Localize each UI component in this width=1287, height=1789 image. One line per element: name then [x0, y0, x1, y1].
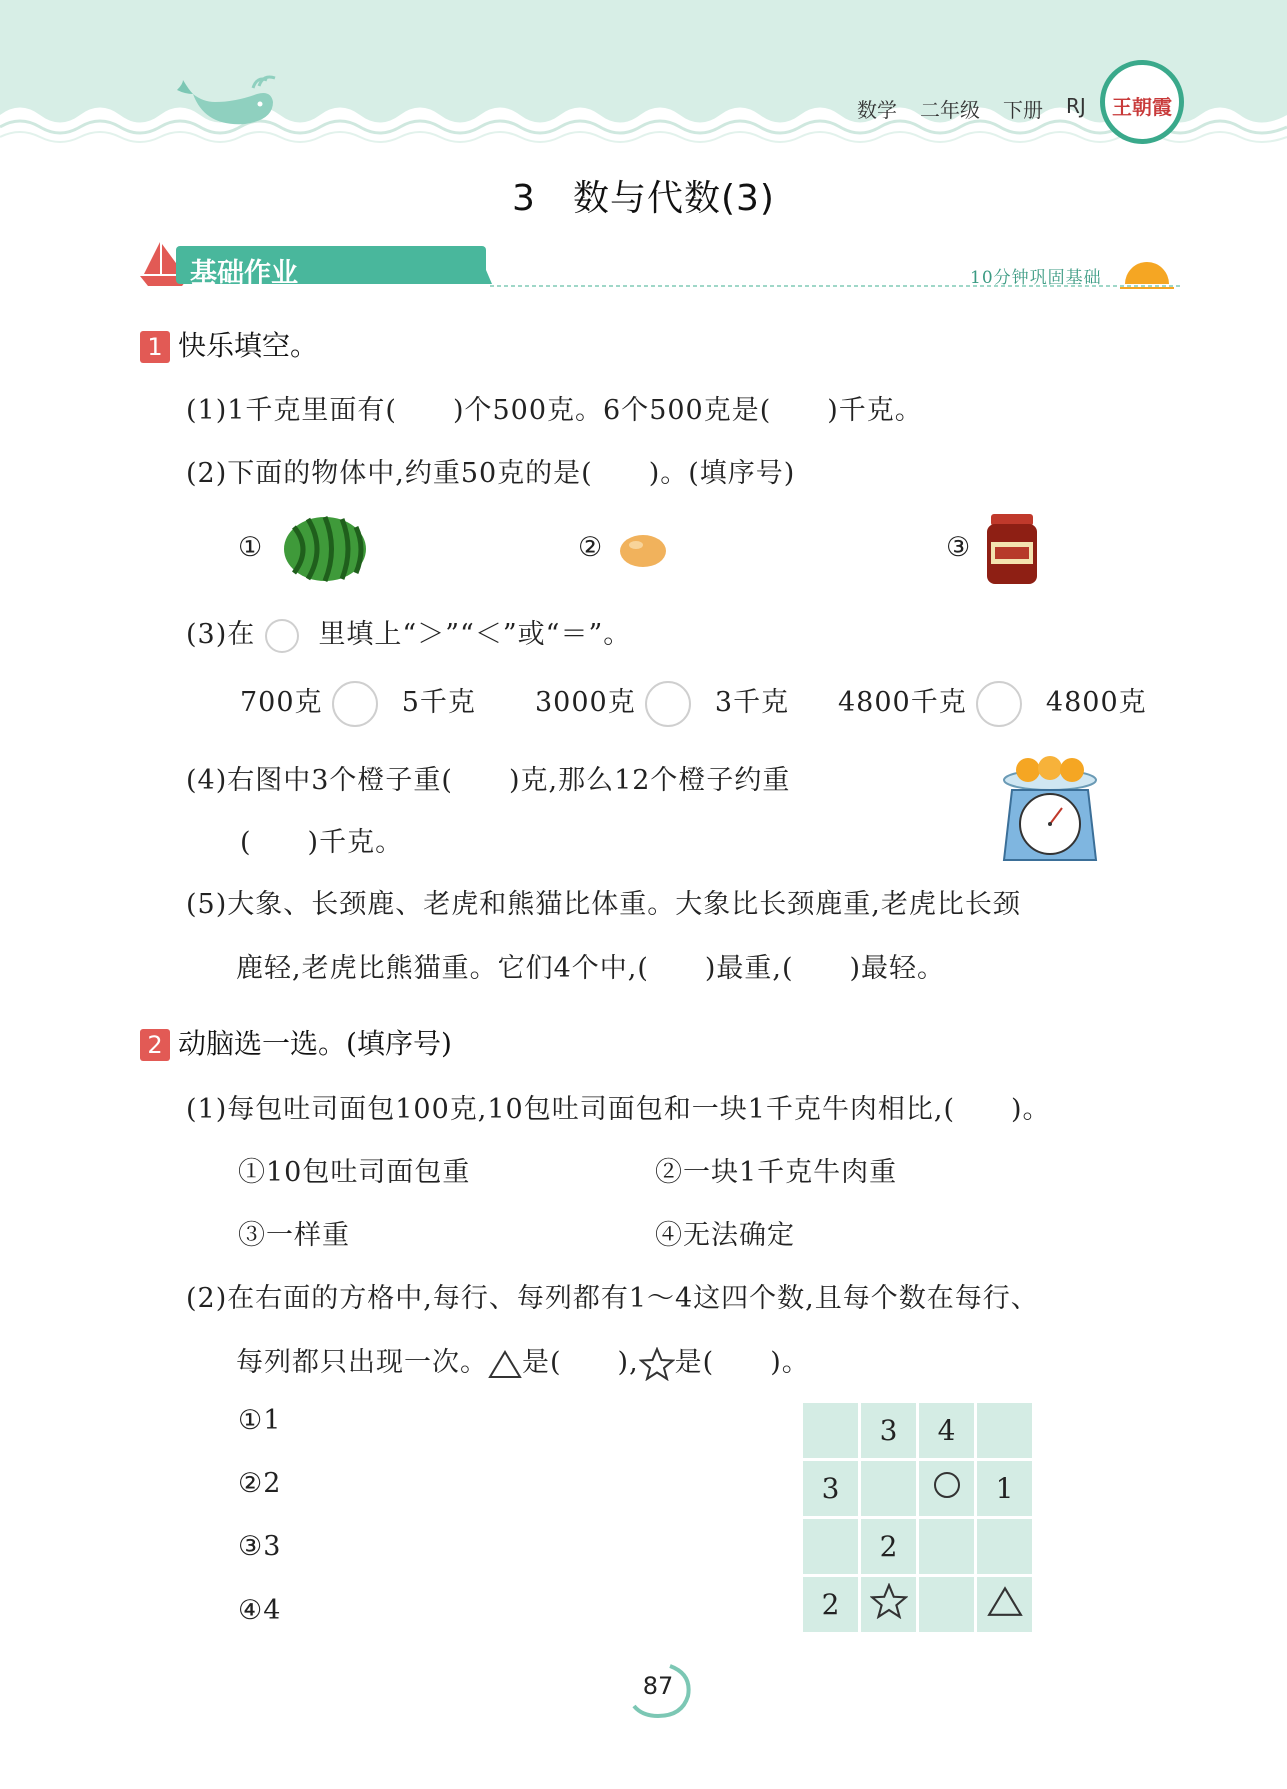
q1-part5-line1: (5)大象、长颈鹿、老虎和熊猫比体重。大象比长颈鹿重,老虎比长颈 — [186, 889, 1021, 920]
whale-icon — [175, 72, 280, 132]
grid-cell-triangle — [977, 1577, 1032, 1632]
q1-number: 1 — [140, 331, 170, 363]
q2-p2-option-4: ④4 — [238, 1595, 282, 1626]
star-icon — [870, 1583, 908, 1619]
page-title: 3 数与代数(3) — [512, 178, 775, 219]
q2-p1-option-1: ①10包吐司面包重 — [238, 1157, 471, 1188]
q1-part5-line2: 鹿轻,老虎比熊猫重。它们4个中,( )最重,( )最轻。 — [236, 953, 946, 984]
grid-row — [803, 1577, 1032, 1632]
compare-circle-icon — [265, 619, 299, 653]
q1-part4-line2: ( )千克。 — [240, 827, 404, 858]
q2-p1-option-2: ②一块1千克牛肉重 — [655, 1157, 898, 1188]
header-volume: 下册 — [1003, 98, 1043, 122]
section-time-note: 10分钟巩固基础 — [970, 268, 1102, 288]
q2-part1: (1)每包吐司面包100克,10包吐司面包和一块1千克牛肉相比,( )。 — [186, 1094, 1051, 1125]
q1-part3-instruction — [186, 612, 631, 653]
sudoku-grid — [800, 1400, 1035, 1635]
q1-p2-option-2: ② — [578, 532, 603, 563]
grid-cell: 4 — [919, 1403, 974, 1458]
grid-cell — [861, 1461, 916, 1516]
grid-cell-circle — [919, 1461, 974, 1516]
q1-p3-item-3 — [838, 680, 1147, 727]
grid-cell — [919, 1577, 974, 1632]
q1-part4-line1: (4)右图中3个橙子重( )克,那么12个橙子约重 — [186, 765, 791, 796]
logo-text: 王朝霞 — [1112, 95, 1172, 119]
page-number: 87 — [642, 1672, 674, 1700]
q2-heading — [140, 1022, 452, 1062]
watermelon-icon — [282, 515, 368, 583]
q1-p2-option-1: ① — [238, 532, 263, 563]
header-edition: RJ — [1066, 94, 1086, 118]
section-label: 基础作业 — [190, 258, 298, 289]
q1-heading — [140, 324, 318, 364]
q2-p2-text-c: 是( )。 — [674, 1347, 810, 1378]
jar-icon — [985, 512, 1039, 586]
header-subject: 数学 — [857, 98, 897, 122]
header-grade: 二年级 — [920, 98, 980, 122]
grid-cell — [977, 1403, 1032, 1458]
q1-p3-answer-circle-1[interactable] — [332, 681, 378, 727]
q2-heading-text: 动脑选一选。 — [178, 1027, 347, 1060]
grid-cell: 2 — [803, 1577, 858, 1632]
grid-cell — [977, 1519, 1032, 1574]
grid-cell: 3 — [861, 1403, 916, 1458]
q1-p3-answer-circle-3[interactable] — [976, 681, 1022, 727]
q2-number: 2 — [140, 1029, 170, 1061]
q1-p3-item-1-left: 700克 — [240, 687, 323, 718]
q1-p3-item-2-left: 3000克 — [535, 687, 636, 718]
grid-cell: 2 — [861, 1519, 916, 1574]
q1-p3-item-1-right: 5千克 — [401, 687, 476, 718]
grid-cell-star — [861, 1577, 916, 1632]
grid-cell — [803, 1519, 858, 1574]
q1-heading-text: 快乐填空。 — [178, 329, 319, 362]
q1-part1: (1)1千克里面有( )个500克。6个500克是( )千克。 — [186, 395, 923, 426]
q1-part2: (2)下面的物体中,约重50克的是( )。(填序号) — [186, 458, 796, 489]
circle-icon — [932, 1470, 962, 1500]
grid-cell: 1 — [977, 1461, 1032, 1516]
q1-p3-item-2-right: 3千克 — [714, 687, 790, 718]
q1-p3-prefix: (3)在 — [186, 619, 256, 650]
q2-part2-line1: (2)在右面的方格中,每行、每列都有1～4这四个数,且每个数在每行、 — [186, 1283, 1039, 1314]
q1-p3-item-3-right: 4800克 — [1045, 687, 1147, 718]
grid-cell — [803, 1403, 858, 1458]
egg-icon — [618, 534, 668, 568]
q2-heading-note: (填序号) — [346, 1027, 452, 1060]
q1-p3-suffix: 里填上“＞”“＜”或“＝”。 — [318, 619, 632, 650]
triangle-icon — [987, 1585, 1023, 1617]
scale-with-oranges-icon — [1002, 750, 1098, 862]
q1-p3-item-1 — [240, 680, 476, 727]
q2-p2-text-b: 是( ), — [522, 1347, 639, 1378]
q2-p2-option-3: ③3 — [238, 1531, 282, 1562]
publisher-logo — [1100, 60, 1184, 144]
q1-p3-answer-circle-2[interactable] — [645, 681, 691, 727]
grid-row — [803, 1403, 1032, 1458]
q2-p2-option-2: ②2 — [238, 1468, 282, 1499]
q1-p3-item-2 — [535, 680, 789, 727]
grid-cell — [919, 1519, 974, 1574]
q2-p2-option-1: ①1 — [238, 1405, 282, 1436]
star-icon — [639, 1347, 675, 1381]
grid-row — [803, 1461, 1032, 1516]
q1-p2-option-3: ③ — [946, 532, 971, 563]
q2-p1-option-3: ③一样重 — [238, 1220, 350, 1251]
q1-p3-item-3-left: 4800千克 — [838, 687, 967, 718]
triangle-icon — [488, 1349, 522, 1379]
q2-p2-text-a: 每列都只出现一次。 — [236, 1347, 488, 1378]
q2-p1-option-4: ④无法确定 — [655, 1220, 795, 1251]
grid-cell: 3 — [803, 1461, 858, 1516]
q2-part2-line2 — [236, 1340, 810, 1381]
grid-row — [803, 1519, 1032, 1574]
